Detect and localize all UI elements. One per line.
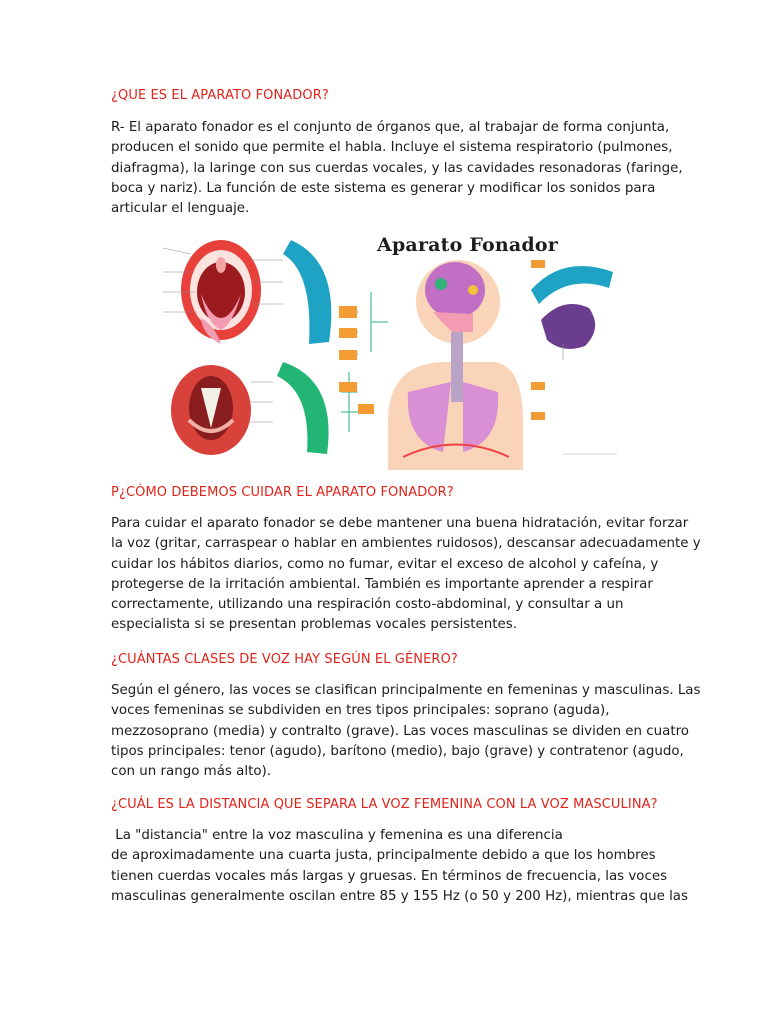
heading-que-es: ¿QUE ES EL APARATO FONADOR? xyxy=(111,88,329,103)
broca-brain-icon xyxy=(541,304,595,349)
text-line: Según el género, las voces se clasifican principalmente en femeninas y masculinas. Las xyxy=(111,683,701,698)
text-line: La "distancia" entre la voz masculina y femenina es una diferencia xyxy=(111,828,563,843)
torso-illustration xyxy=(388,260,523,470)
banner-cavidad-bucal xyxy=(283,240,331,344)
text-line: tienen cuerdas vocales más largas y gruesas. En términos de frecuencia, las voces xyxy=(111,868,668,884)
text-line: protegerse de la irritación ambiental. También es importante aprender a respirar xyxy=(111,576,653,592)
text-line: con un rango más alto). xyxy=(111,764,272,780)
text-line: producen el sonido que permite el habla. Incluye el sistema respiratorio (pulmones, xyxy=(111,140,673,156)
heading-clases-voz: ¿CUÁNTAS CLASES DE VOZ HAY SEGÚN EL GÉNERO? xyxy=(111,652,458,667)
heading-como-cuidar: P¿CÓMO DEBEMOS CUIDAR EL APARATO FONADOR? xyxy=(111,485,454,500)
text-line: diafragma), la laringe con sus cuerdas vocales, y las cavidades resonadoras (faringe, xyxy=(111,160,683,176)
text-line: masculinas generalmente oscilan entre 85 y 155 Hz (o 50 y 200 Hz), mientras que las xyxy=(111,888,688,904)
text-line: tipos principales: tenor (agudo), barítono (medio), bajo (grave) y contratenor (agudo, xyxy=(111,743,684,759)
paragraph-que-es xyxy=(111,118,683,219)
text-line: especialista si se presentan problemas vocales persistentes. xyxy=(111,617,517,633)
text-line: articular el lenguaje. xyxy=(111,201,250,217)
diagram-graphic xyxy=(143,232,623,472)
banner-laringe xyxy=(277,362,329,454)
larynx-illustration xyxy=(171,365,251,455)
text-line: la voz (gritar, carraspear o hablar en ambientes ruidosos), descansar adecuadamente y xyxy=(111,536,701,552)
text-line: de aproximadamente una cuarta justa, principalmente debido a que los hombres xyxy=(111,848,656,864)
heading-distancia: ¿CUÁL ES LA DISTANCIA QUE SEPARA LA VOZ FEMENINA CON LA VOZ MASCULINA? xyxy=(111,797,658,812)
figure-title: Aparato Fonador xyxy=(377,234,558,256)
text-line: Para cuidar el aparato fonador se debe mantener una buena hidratación, evitar forzar xyxy=(111,516,689,531)
aparato-fonador-illustration xyxy=(143,232,623,472)
text-line: correctamente, utilizando una respiración costo-abdominal, y consultar a un xyxy=(111,597,624,613)
text-line: boca y nariz). La función de este sistema es generar y modificar los sonidos para xyxy=(111,180,656,196)
banner-area-broca xyxy=(531,266,613,304)
text-line: R- El aparato fonador es el conjunto de órganos que, al trabajar de forma conjunta, xyxy=(111,120,670,135)
paragraph-clases-voz xyxy=(111,681,701,782)
paragraph-distancia xyxy=(111,826,688,907)
text-line: mezzosoprano (media) y contralto (grave). Las voces masculinas se dividen en cuatro xyxy=(111,723,690,739)
paragraph-como-cuidar xyxy=(111,514,701,636)
text-line: cuidar los hábitos diarios, como no fumar, evitar el exceso de alcohol y cafeína, y xyxy=(111,556,659,572)
text-line: voces femeninas se subdividen en tres tipos principales: soprano (aguda), xyxy=(111,703,610,719)
